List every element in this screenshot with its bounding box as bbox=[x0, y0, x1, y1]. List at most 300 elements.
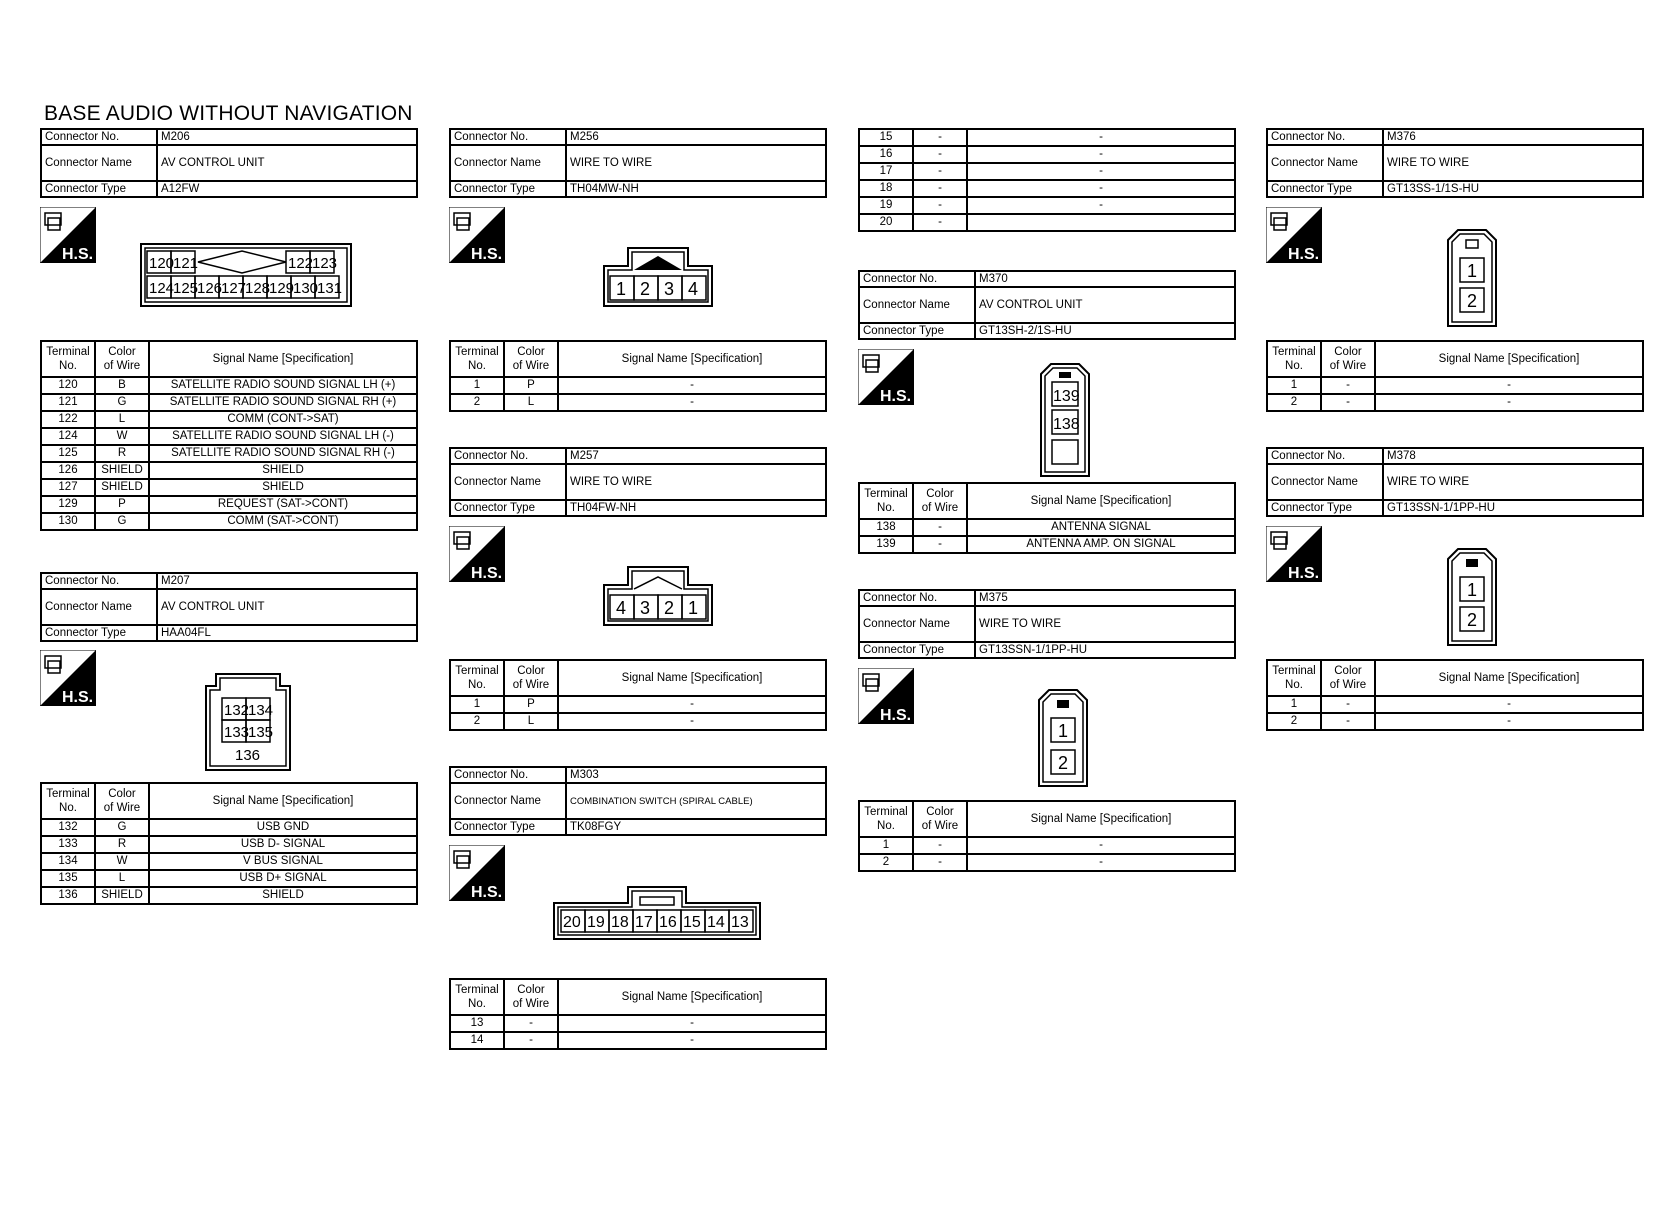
label: Connector No. bbox=[41, 129, 157, 145]
wire-color: G bbox=[95, 394, 149, 411]
pin: 123 bbox=[312, 255, 338, 272]
pin: 2 bbox=[664, 598, 675, 618]
wire-color: P bbox=[504, 696, 558, 713]
terminal-header: Terminal No. bbox=[450, 660, 504, 696]
connector-no: M378 bbox=[1383, 448, 1643, 464]
table-row bbox=[41, 870, 417, 887]
pin: 125 bbox=[173, 280, 199, 297]
connector-m256-diagram bbox=[602, 246, 714, 313]
wire-color: R bbox=[95, 445, 149, 462]
signal-header: Signal Name [Specification] bbox=[558, 341, 826, 377]
hs-label: H.S. bbox=[471, 884, 503, 901]
label: Connector Type bbox=[859, 323, 975, 339]
wire-color: SHIELD bbox=[95, 887, 149, 904]
pin: 3 bbox=[640, 598, 651, 618]
signal-table-m256 bbox=[449, 340, 827, 412]
hs-icon bbox=[1266, 207, 1322, 263]
header-m375 bbox=[858, 589, 1236, 659]
wire-color: W bbox=[95, 428, 149, 445]
color-header: Color of Wire bbox=[95, 341, 149, 377]
terminal-no: 18 bbox=[859, 180, 913, 197]
terminal-no: 133 bbox=[41, 836, 95, 853]
wire-color: - bbox=[913, 519, 967, 536]
signal-name: SHIELD bbox=[149, 462, 417, 479]
pin: 136 bbox=[235, 747, 261, 764]
terminal-header: Terminal No. bbox=[41, 783, 95, 819]
connector-m207-diagram bbox=[204, 672, 292, 777]
signal-name: - bbox=[967, 197, 1235, 214]
terminal-no: 136 bbox=[41, 887, 95, 904]
wire-color: - bbox=[1321, 377, 1375, 394]
signal-name: ANTENNA AMP. ON SIGNAL bbox=[967, 536, 1235, 553]
signal-name: USB D+ SIGNAL bbox=[149, 870, 417, 887]
terminal-no: 120 bbox=[41, 377, 95, 394]
label: Connector Type bbox=[450, 819, 566, 835]
table-row bbox=[859, 837, 1235, 854]
terminal-no: 129 bbox=[41, 496, 95, 513]
signal-name: COMM (SAT->CONT) bbox=[149, 513, 417, 530]
signal-name bbox=[967, 214, 1235, 231]
terminal-header: Terminal No. bbox=[859, 801, 913, 837]
pin: 16 bbox=[659, 914, 677, 931]
hs-icon bbox=[858, 668, 914, 724]
label: Connector No. bbox=[859, 271, 975, 287]
label: Connector Name bbox=[41, 145, 157, 181]
connector-type: TH04FW-NH bbox=[566, 500, 826, 516]
pin: 1 bbox=[1467, 580, 1478, 600]
connector-m370-diagram bbox=[1039, 362, 1091, 483]
wire-color: G bbox=[95, 513, 149, 530]
connector-type: TH04MW-NH bbox=[566, 181, 826, 197]
pin: 120 bbox=[149, 255, 175, 272]
signal-table-m207 bbox=[40, 782, 418, 905]
hs-icon bbox=[40, 207, 96, 263]
terminal-no: 17 bbox=[859, 163, 913, 180]
connector-no: M257 bbox=[566, 448, 826, 464]
color-header: Color of Wire bbox=[504, 979, 558, 1015]
connector-type: TK08FGY bbox=[566, 819, 826, 835]
header-m256 bbox=[449, 128, 827, 198]
terminal-no: 2 bbox=[450, 713, 504, 730]
signal-name: ANTENNA SIGNAL bbox=[967, 519, 1235, 536]
pin: 2 bbox=[1467, 610, 1478, 630]
signal-name: REQUEST (SAT->CONT) bbox=[149, 496, 417, 513]
wire-color: - bbox=[504, 1015, 558, 1032]
page-title: BASE AUDIO WITHOUT NAVIGATION bbox=[44, 102, 413, 125]
wire-color: - bbox=[913, 129, 967, 146]
wire-color: SHIELD bbox=[95, 462, 149, 479]
hs-label: H.S. bbox=[880, 388, 912, 405]
connector-type: A12FW bbox=[157, 181, 417, 197]
signal-name: SATELLITE RADIO SOUND SIGNAL RH (-) bbox=[149, 445, 417, 462]
connector-type: GT13SS-1/1S-HU bbox=[1383, 181, 1643, 197]
signal-name: - bbox=[558, 1032, 826, 1049]
hs-label: H.S. bbox=[471, 246, 503, 263]
header-m207 bbox=[40, 572, 418, 642]
label: Connector Name bbox=[450, 145, 566, 181]
table-row bbox=[41, 394, 417, 411]
pin: 4 bbox=[616, 598, 627, 618]
pin: 1 bbox=[616, 279, 627, 299]
terminal-header: Terminal No. bbox=[1267, 660, 1321, 696]
connector-m375-diagram bbox=[1037, 688, 1089, 793]
connector-name: AV CONTROL UNIT bbox=[157, 145, 417, 181]
header-m257 bbox=[449, 447, 827, 517]
terminal-header: Terminal No. bbox=[1267, 341, 1321, 377]
table-row bbox=[450, 394, 826, 411]
pin: 15 bbox=[683, 914, 701, 931]
color-header: Color of Wire bbox=[913, 801, 967, 837]
label: Connector No. bbox=[450, 129, 566, 145]
signal-table-m303-continued bbox=[858, 128, 1236, 232]
table-row bbox=[1267, 713, 1643, 730]
connector-name: WIRE TO WIRE bbox=[566, 145, 826, 181]
signal-name: - bbox=[558, 394, 826, 411]
table-row bbox=[859, 536, 1235, 553]
table-row bbox=[859, 129, 1235, 146]
table-row bbox=[1267, 696, 1643, 713]
label: Connector Name bbox=[41, 589, 157, 625]
signal-name: SATELLITE RADIO SOUND SIGNAL LH (-) bbox=[149, 428, 417, 445]
table-row bbox=[41, 445, 417, 462]
wire-color: - bbox=[913, 854, 967, 871]
pin: 133 bbox=[224, 724, 250, 741]
signal-name: - bbox=[558, 377, 826, 394]
table-row bbox=[859, 197, 1235, 214]
pin: 139 bbox=[1053, 388, 1080, 405]
terminal-no: 134 bbox=[41, 853, 95, 870]
pin: 3 bbox=[664, 279, 675, 299]
hs-icon bbox=[40, 650, 96, 706]
table-row bbox=[450, 377, 826, 394]
terminal-no: 2 bbox=[859, 854, 913, 871]
hs-label: H.S. bbox=[880, 707, 912, 724]
terminal-no: 1 bbox=[450, 696, 504, 713]
label: Connector Name bbox=[450, 464, 566, 500]
signal-name: - bbox=[967, 837, 1235, 854]
label: Connector Type bbox=[41, 625, 157, 641]
signal-name: - bbox=[558, 1015, 826, 1032]
table-row bbox=[859, 146, 1235, 163]
label: Connector No. bbox=[41, 573, 157, 589]
label: Connector Name bbox=[450, 783, 566, 819]
connector-no: M256 bbox=[566, 129, 826, 145]
signal-name: SHIELD bbox=[149, 887, 417, 904]
signal-table-m370 bbox=[858, 482, 1236, 554]
terminal-no: 130 bbox=[41, 513, 95, 530]
table-row bbox=[450, 1015, 826, 1032]
signal-name: - bbox=[967, 163, 1235, 180]
wire-color: L bbox=[504, 394, 558, 411]
terminal-header: Terminal No. bbox=[859, 483, 913, 519]
header-m370 bbox=[858, 270, 1236, 340]
terminal-no: 127 bbox=[41, 479, 95, 496]
label: Connector Type bbox=[1267, 181, 1383, 197]
signal-name: - bbox=[1375, 696, 1643, 713]
pin: 131 bbox=[317, 280, 343, 297]
connector-no: M303 bbox=[566, 767, 826, 783]
table-row bbox=[859, 214, 1235, 231]
pin: 129 bbox=[269, 280, 295, 297]
wire-color: - bbox=[1321, 394, 1375, 411]
wire-color: L bbox=[504, 713, 558, 730]
hs-icon bbox=[1266, 526, 1322, 582]
label: Connector Name bbox=[1267, 464, 1383, 500]
signal-name: USB D- SIGNAL bbox=[149, 836, 417, 853]
table-row bbox=[859, 519, 1235, 536]
pin: 18 bbox=[611, 914, 629, 931]
label: Connector Type bbox=[859, 642, 975, 658]
table-row bbox=[41, 411, 417, 428]
wire-color: - bbox=[913, 837, 967, 854]
signal-header: Signal Name [Specification] bbox=[1375, 660, 1643, 696]
label: Connector Type bbox=[1267, 500, 1383, 516]
wire-color: - bbox=[913, 214, 967, 231]
table-row bbox=[41, 479, 417, 496]
table-row bbox=[450, 696, 826, 713]
signal-header: Signal Name [Specification] bbox=[558, 979, 826, 1015]
signal-name: SHIELD bbox=[149, 479, 417, 496]
table-row bbox=[859, 163, 1235, 180]
terminal-no: 2 bbox=[450, 394, 504, 411]
label: Connector Type bbox=[450, 500, 566, 516]
connector-no: M376 bbox=[1383, 129, 1643, 145]
terminal-header: Terminal No. bbox=[450, 341, 504, 377]
color-header: Color of Wire bbox=[913, 483, 967, 519]
connector-no: M206 bbox=[157, 129, 417, 145]
signal-name: SATELLITE RADIO SOUND SIGNAL LH (+) bbox=[149, 377, 417, 394]
signal-header: Signal Name [Specification] bbox=[558, 660, 826, 696]
pin: 132 bbox=[224, 702, 250, 719]
signal-header: Signal Name [Specification] bbox=[967, 483, 1235, 519]
terminal-no: 16 bbox=[859, 146, 913, 163]
pin: 122 bbox=[288, 255, 314, 272]
connector-type: GT13SSN-1/1PP-HU bbox=[975, 642, 1235, 658]
wire-color: - bbox=[913, 536, 967, 553]
table-row bbox=[41, 853, 417, 870]
signal-name: COMM (CONT->SAT) bbox=[149, 411, 417, 428]
table-row bbox=[41, 836, 417, 853]
pin: 13 bbox=[731, 914, 749, 931]
pin: 128 bbox=[245, 280, 271, 297]
terminal-no: 135 bbox=[41, 870, 95, 887]
hs-label: H.S. bbox=[62, 689, 94, 706]
table-row bbox=[41, 513, 417, 530]
pin: 14 bbox=[707, 914, 725, 931]
label: Connector No. bbox=[1267, 448, 1383, 464]
terminal-no: 125 bbox=[41, 445, 95, 462]
table-row bbox=[41, 428, 417, 445]
table-row bbox=[41, 496, 417, 513]
terminal-no: 138 bbox=[859, 519, 913, 536]
connector-name: COMBINATION SWITCH (SPIRAL CABLE) bbox=[566, 783, 826, 819]
color-header: Color of Wire bbox=[1321, 660, 1375, 696]
wire-color: - bbox=[913, 146, 967, 163]
pin: 1 bbox=[688, 598, 699, 618]
pin: 2 bbox=[1058, 753, 1069, 773]
pin: 17 bbox=[635, 914, 653, 931]
wire-color: - bbox=[913, 163, 967, 180]
terminal-no: 2 bbox=[1267, 713, 1321, 730]
label: Connector No. bbox=[450, 448, 566, 464]
header-m376 bbox=[1266, 128, 1644, 198]
signal-name: - bbox=[558, 696, 826, 713]
signal-table-m206 bbox=[40, 340, 418, 531]
connector-m376-diagram bbox=[1446, 228, 1498, 333]
pin: 135 bbox=[248, 724, 274, 741]
label: Connector Type bbox=[450, 181, 566, 197]
signal-name: - bbox=[967, 854, 1235, 871]
table-row bbox=[1267, 377, 1643, 394]
terminal-no: 20 bbox=[859, 214, 913, 231]
wire-color: R bbox=[95, 836, 149, 853]
pin: 127 bbox=[221, 280, 247, 297]
color-header: Color of Wire bbox=[504, 341, 558, 377]
signal-table-m375 bbox=[858, 800, 1236, 872]
connector-type: GT13SSN-1/1PP-HU bbox=[1383, 500, 1643, 516]
connector-name: WIRE TO WIRE bbox=[566, 464, 826, 500]
terminal-no: 13 bbox=[450, 1015, 504, 1032]
table-row bbox=[41, 819, 417, 836]
signal-name: - bbox=[967, 146, 1235, 163]
wire-color: W bbox=[95, 853, 149, 870]
pin: 1 bbox=[1467, 261, 1478, 281]
signal-name: - bbox=[967, 129, 1235, 146]
connector-m257-diagram bbox=[602, 565, 714, 632]
header-m303 bbox=[449, 766, 827, 836]
terminal-no: 15 bbox=[859, 129, 913, 146]
terminal-no: 121 bbox=[41, 394, 95, 411]
pin: 124 bbox=[149, 280, 175, 297]
pin: 130 bbox=[293, 280, 319, 297]
hs-icon bbox=[449, 845, 505, 901]
connector-name: WIRE TO WIRE bbox=[1383, 464, 1643, 500]
pin: 138 bbox=[1053, 416, 1080, 433]
wire-color: - bbox=[1321, 696, 1375, 713]
terminal-no: 139 bbox=[859, 536, 913, 553]
signal-name: - bbox=[967, 180, 1235, 197]
signal-name: - bbox=[1375, 394, 1643, 411]
pin: 1 bbox=[1058, 721, 1069, 741]
table-row bbox=[41, 887, 417, 904]
wire-color: - bbox=[913, 180, 967, 197]
label: Connector No. bbox=[859, 590, 975, 606]
hs-icon bbox=[858, 349, 914, 405]
table-row bbox=[859, 180, 1235, 197]
connector-name: AV CONTROL UNIT bbox=[157, 589, 417, 625]
connector-no: M370 bbox=[975, 271, 1235, 287]
wire-color: L bbox=[95, 411, 149, 428]
terminal-header: Terminal No. bbox=[450, 979, 504, 1015]
color-header: Color of Wire bbox=[1321, 341, 1375, 377]
terminal-no: 1 bbox=[1267, 696, 1321, 713]
terminal-no: 122 bbox=[41, 411, 95, 428]
header-m378 bbox=[1266, 447, 1644, 517]
terminal-header: Terminal No. bbox=[41, 341, 95, 377]
pin: 2 bbox=[1467, 291, 1478, 311]
connector-name: WIRE TO WIRE bbox=[1383, 145, 1643, 181]
wire-color: - bbox=[1321, 713, 1375, 730]
wire-color: P bbox=[504, 377, 558, 394]
connector-m206-diagram bbox=[140, 243, 352, 312]
table-row bbox=[41, 377, 417, 394]
wire-color: - bbox=[913, 197, 967, 214]
pin: 19 bbox=[587, 914, 605, 931]
terminal-no: 14 bbox=[450, 1032, 504, 1049]
pin: 134 bbox=[248, 702, 274, 719]
label: Connector No. bbox=[450, 767, 566, 783]
signal-header: Signal Name [Specification] bbox=[149, 783, 417, 819]
hs-icon bbox=[449, 207, 505, 263]
connector-type: GT13SH-2/1S-HU bbox=[975, 323, 1235, 339]
connector-name: AV CONTROL UNIT bbox=[975, 287, 1235, 323]
label: Connector Name bbox=[859, 606, 975, 642]
terminal-no: 126 bbox=[41, 462, 95, 479]
wire-color: L bbox=[95, 870, 149, 887]
hs-label: H.S. bbox=[471, 565, 503, 582]
pin: 2 bbox=[640, 279, 651, 299]
terminal-no: 1 bbox=[450, 377, 504, 394]
wire-color: G bbox=[95, 819, 149, 836]
wire-color: - bbox=[504, 1032, 558, 1049]
terminal-no: 2 bbox=[1267, 394, 1321, 411]
signal-name: SATELLITE RADIO SOUND SIGNAL RH (+) bbox=[149, 394, 417, 411]
wire-color: B bbox=[95, 377, 149, 394]
table-row bbox=[450, 1032, 826, 1049]
signal-name: USB GND bbox=[149, 819, 417, 836]
signal-name: - bbox=[558, 713, 826, 730]
signal-table-m376 bbox=[1266, 340, 1644, 412]
signal-table-m303 bbox=[449, 978, 827, 1050]
table-row bbox=[859, 854, 1235, 871]
connector-m303-diagram bbox=[552, 885, 762, 946]
label: Connector No. bbox=[1267, 129, 1383, 145]
hs-label: H.S. bbox=[62, 246, 94, 263]
signal-table-m378 bbox=[1266, 659, 1644, 731]
signal-name: - bbox=[1375, 377, 1643, 394]
pin: 4 bbox=[688, 279, 699, 299]
hs-label: H.S. bbox=[1288, 565, 1320, 582]
table-row bbox=[450, 713, 826, 730]
terminal-no: 132 bbox=[41, 819, 95, 836]
signal-header: Signal Name [Specification] bbox=[967, 801, 1235, 837]
signal-header: Signal Name [Specification] bbox=[1375, 341, 1643, 377]
hs-icon bbox=[449, 526, 505, 582]
label: Connector Type bbox=[41, 181, 157, 197]
wire-color: P bbox=[95, 496, 149, 513]
table-row bbox=[41, 462, 417, 479]
table-row bbox=[1267, 394, 1643, 411]
signal-table-m257 bbox=[449, 659, 827, 731]
pin: 126 bbox=[197, 280, 223, 297]
color-header: Color of Wire bbox=[504, 660, 558, 696]
connector-m378-diagram bbox=[1446, 547, 1498, 652]
terminal-no: 124 bbox=[41, 428, 95, 445]
pin: 20 bbox=[563, 914, 581, 931]
label: Connector Name bbox=[859, 287, 975, 323]
terminal-no: 19 bbox=[859, 197, 913, 214]
header-m206 bbox=[40, 128, 418, 198]
hs-label: H.S. bbox=[1288, 246, 1320, 263]
signal-name: - bbox=[1375, 713, 1643, 730]
pin: 121 bbox=[173, 255, 199, 272]
signal-name: V BUS SIGNAL bbox=[149, 853, 417, 870]
terminal-no: 1 bbox=[1267, 377, 1321, 394]
color-header: Color of Wire bbox=[95, 783, 149, 819]
label: Connector Name bbox=[1267, 145, 1383, 181]
connector-no: M375 bbox=[975, 590, 1235, 606]
connector-type: HAA04FL bbox=[157, 625, 417, 641]
